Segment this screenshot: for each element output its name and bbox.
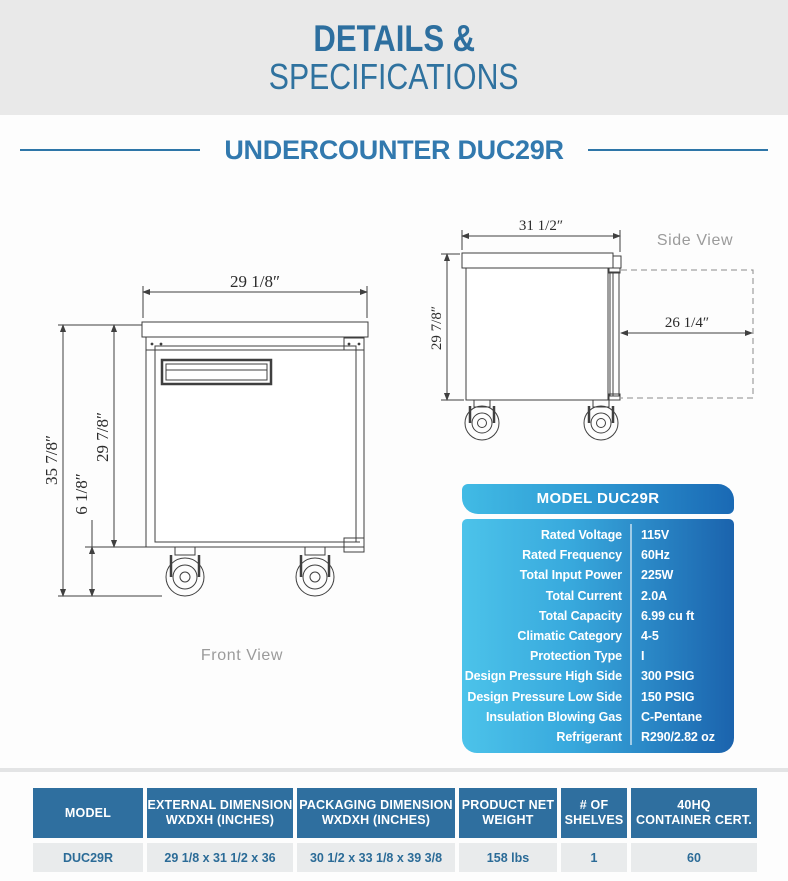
col-header-line: EXTERNAL DIMENSION (147, 798, 293, 812)
col-header-line: WEIGHT (482, 813, 534, 827)
side-door-swing-outline (621, 270, 753, 398)
left-rule (20, 149, 200, 151)
dimensions-table (33, 788, 757, 872)
spec-panel-title: MODEL DUC29R (462, 484, 734, 514)
spec-row-design-pressure-high (462, 666, 734, 686)
col-header-product-net-weight (459, 788, 557, 838)
spec-value: 2.0A (641, 588, 668, 603)
col-header-line: CONTAINER CERT. (636, 813, 752, 827)
front-cabinet (146, 337, 364, 547)
right-rule (588, 149, 768, 151)
side-view-label: Side View (656, 232, 734, 249)
col-header-packaging-dimension (297, 788, 455, 838)
col-header-line: PRODUCT NET (461, 798, 555, 812)
side-caster-right (584, 400, 618, 440)
col-header-line: MODEL (64, 805, 112, 820)
col-header-num-shelves (561, 788, 627, 838)
col-header-line: PACKAGING DIMENSION (299, 798, 453, 812)
page-title-line2: SPECIFICATIONS (269, 55, 519, 97)
side-door (609, 268, 620, 400)
spec-row-protection-type (462, 646, 734, 666)
col-header-line: WXDXH (INCHES) (165, 813, 275, 827)
spec-label: Protection Type (529, 649, 622, 664)
spec-divider-line (630, 524, 632, 745)
spec-label: Rated Frequency (522, 548, 622, 563)
spec-label: Total Capacity (538, 608, 622, 623)
spec-value: 115V (641, 528, 670, 543)
spec-value: 225W (641, 568, 674, 583)
spec-value: 6.99 cu ft (641, 608, 695, 623)
spec-label: Rated Voltage (540, 528, 622, 543)
spec-row-rated-frequency (462, 545, 734, 565)
spec-value: 150 PSIG (641, 689, 695, 704)
front-width-dim: 29 1/8″ (229, 272, 281, 291)
spec-panel-body (462, 519, 734, 753)
spec-value: R290/2.82 oz (641, 729, 715, 744)
col-header-line: 40HQ (677, 798, 711, 812)
front-caster-right (296, 547, 334, 596)
spec-label: Refrigerant (556, 729, 622, 744)
cell-packaging-dimension: 30 1/2 x 33 1/8 x 39 3/8 (297, 843, 455, 872)
front-view-label: Front View (200, 647, 284, 664)
spec-value: 4-5 (641, 629, 659, 644)
spec-label: Total Current (545, 588, 622, 603)
section-divider (0, 768, 788, 772)
side-countertop (462, 253, 613, 268)
side-depth-dim: 31 1/2″ (518, 218, 564, 234)
front-total-height-dim: 35 7/8″ (42, 434, 61, 486)
page-title-line1: DETAILS & (313, 17, 475, 59)
front-view-drawing (42, 272, 368, 664)
col-header-external-dimension (147, 788, 293, 838)
front-cabinet-height-dim: 29 7/8″ (93, 411, 112, 463)
cell-num-shelves: 1 (561, 843, 627, 872)
cell-product-net-weight: 158 lbs (459, 843, 557, 872)
spec-row-refrigerant (462, 727, 734, 747)
front-caster-height-dim: 6 1/8″ (72, 473, 91, 515)
cell-model: DUC29R (33, 843, 143, 872)
page-header (0, 0, 788, 115)
spec-label: Design Pressure High Side (464, 669, 622, 684)
side-cabinet (466, 268, 608, 400)
col-header-line: SHELVES (564, 813, 624, 827)
spec-row-climatic-category (462, 626, 734, 646)
cell-external-dimension: 29 1/8 x 31 1/2 x 36 (147, 843, 293, 872)
col-header-container-cert (631, 788, 757, 838)
side-door-clearance-dim: 26 1/4″ (664, 315, 710, 331)
col-header-model (33, 788, 143, 838)
spec-label: Total Input Power (519, 568, 622, 583)
side-caster-left (465, 400, 499, 440)
side-height-dim: 29 7/8″ (429, 305, 445, 351)
spec-label: Design Pressure Low Side (467, 689, 622, 704)
spec-value: 60Hz (641, 548, 670, 563)
spec-value: I (641, 649, 645, 664)
front-countertop (142, 322, 368, 337)
spec-row-total-capacity (462, 606, 734, 626)
side-view-drawing (429, 218, 753, 440)
spec-row-total-current (462, 586, 734, 606)
spec-label: Climatic Category (517, 629, 622, 644)
col-header-line: WXDXH (INCHES) (321, 813, 431, 827)
section-title-row (0, 128, 788, 172)
front-caster-left (166, 547, 204, 596)
spec-panel (462, 484, 734, 753)
spec-row-total-input-power (462, 565, 734, 585)
col-header-line: # OF (579, 798, 609, 812)
cell-container-cert: 60 (631, 843, 757, 872)
spec-row-insulation-blowing-gas (462, 707, 734, 727)
spec-value: 300 PSIG (641, 669, 695, 684)
spec-row-design-pressure-low (462, 687, 734, 707)
spec-row-rated-voltage (462, 525, 734, 545)
section-title: UNDERCOUNTER DUC29R (224, 134, 564, 165)
spec-value: C-Pentane (641, 709, 702, 724)
spec-label: Insulation Blowing Gas (485, 709, 622, 724)
